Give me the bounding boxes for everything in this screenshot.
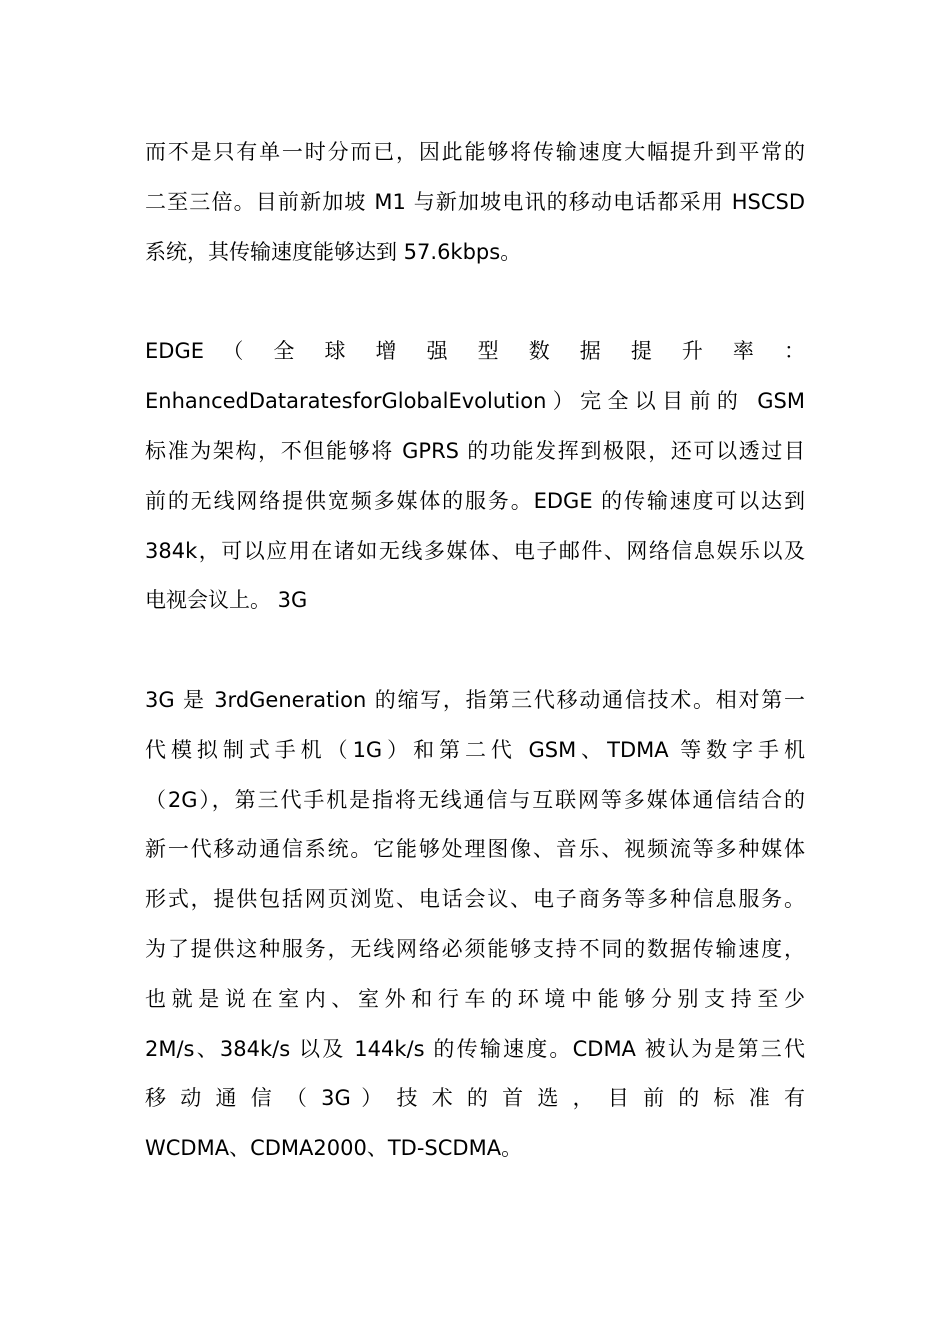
paragraph-2-line-1: EDGE （ 全 球 增 强 型 数 据 提 升 率 ： <box>145 339 805 363</box>
paragraph-3-line-2: 代模拟制式手机（1G）和第二代 GSM、TDMA 等数字手机 <box>145 738 805 762</box>
paragraph-3-line-10: WCDMA、CDMA2000、TD-SCDMA。 <box>145 1136 523 1160</box>
paragraph-1-line-1: 而不是只有单一时分而已，因此能够将传输速度大幅提升到平常的 <box>145 140 805 164</box>
paragraph-3-line-8: 2M/s、384k/s 以及 144k/s 的传输速度。CDMA 被认为是第三代 <box>145 1037 805 1061</box>
paragraph-2-line-3: 标准为架构，不但能够将 GPRS 的功能发挥到极限，还可以透过目 <box>145 439 805 463</box>
paragraph-3-line-7: 也就是说在室内、室外和行车的环境中能够分别支持至少 <box>145 987 805 1011</box>
paragraph-1-line-3: 系统，其传输速度能够达到 57.6kbps。 <box>145 240 522 264</box>
paragraph-3-line-1: 3G 是 3rdGeneration 的缩写，指第三代移动通信技术。相对第一 <box>145 688 805 712</box>
paragraph-2-line-4: 前的无线网络提供宽频多媒体的服务。EDGE 的传输速度可以达到 <box>145 489 805 513</box>
paragraph-3-line-5: 形式，提供包括网页浏览、电话会议、电子商务等多种信息服务。 <box>145 887 805 911</box>
paragraph-3-line-9: 移 动 通 信 （ 3G ） 技 术 的 首 选 ， 目 前 的 标 准 有 <box>145 1086 805 1110</box>
paragraph-3-line-4: 新一代移动通信系统。它能够处理图像、音乐、视频流等多种媒体 <box>145 837 805 861</box>
paragraph-2-line-5: 384k，可以应用在诸如无线多媒体、电子邮件、网络信息娱乐以及 <box>145 539 805 563</box>
paragraph-3-line-6: 为了提供这种服务，无线网络必须能够支持不同的数据传输速度， <box>145 937 805 961</box>
paragraph-1-line-2: 二至三倍。目前新加坡 M1 与新加坡电讯的移动电话都采用 HSCSD <box>145 190 805 214</box>
paragraph-2-line-6: 电视会议上。 3G <box>145 588 308 612</box>
paragraph-2-line-2: EnhancedDataratesforGlobalEvolution）完全以目前的 GSM <box>145 389 805 413</box>
paragraph-3-line-3: （2G），第三代手机是指将无线通信与互联网等多媒体通信结合的 <box>145 788 805 812</box>
